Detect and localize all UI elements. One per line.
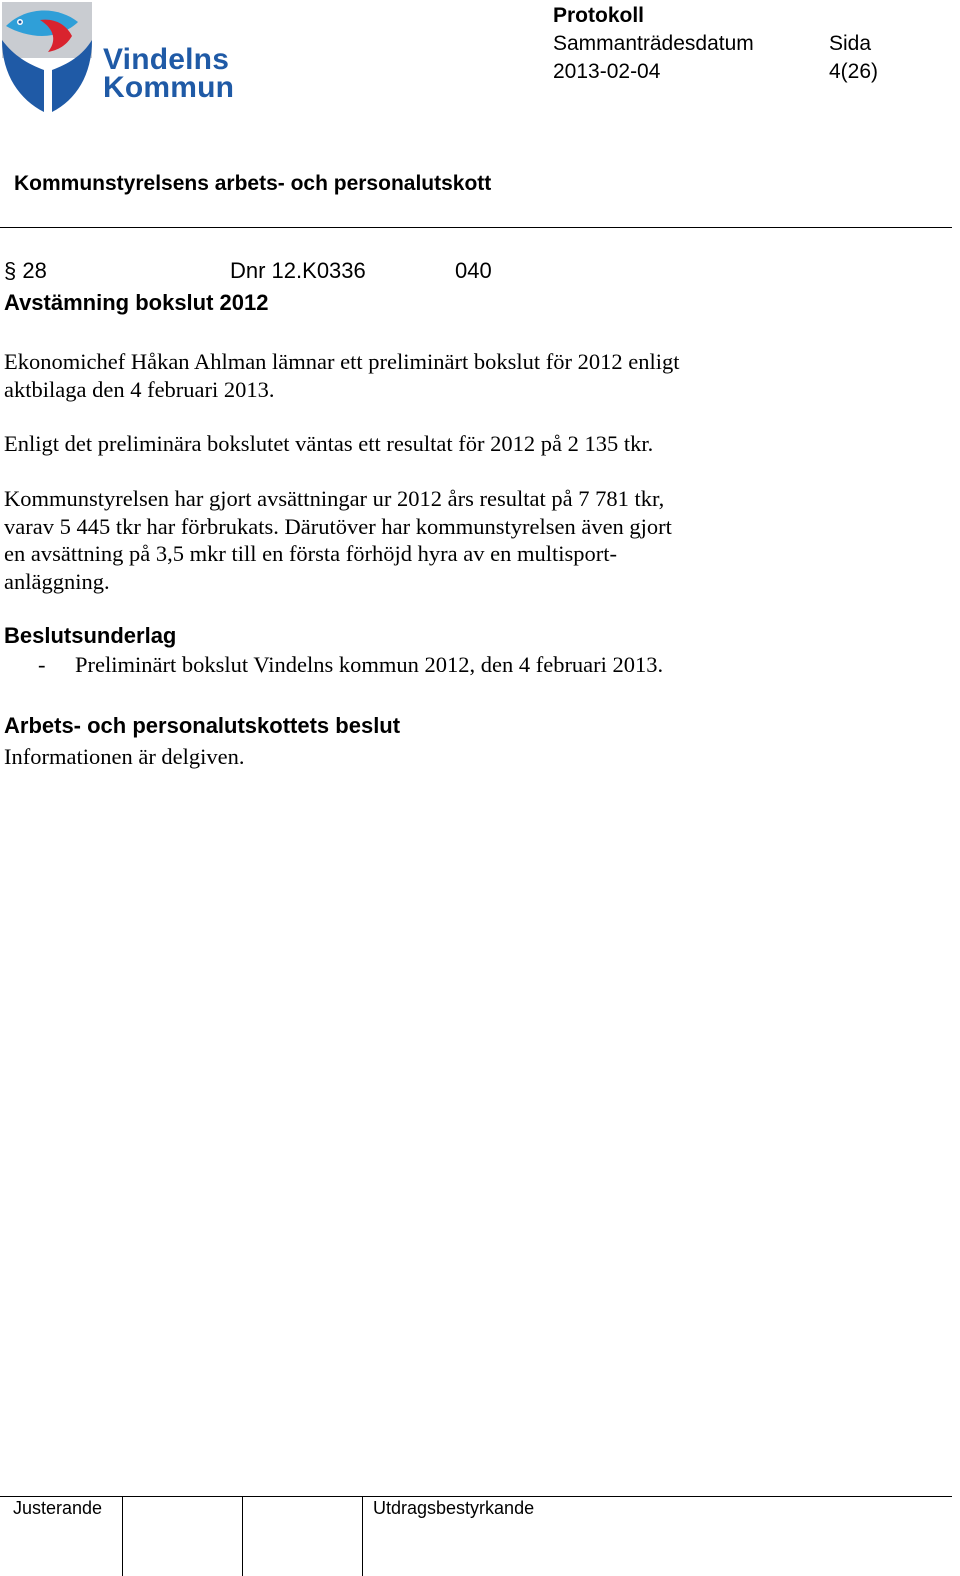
list-dash: - (38, 652, 46, 677)
footer-utdrag-label: Utdragsbestyrkande (373, 1498, 535, 1518)
paragraph-number: § 28 (4, 258, 47, 283)
paragraph-3-line-3: en avsättning på 3,5 mkr till en första förhöjd hyra av en multisport- (4, 541, 617, 566)
municipality-logo (0, 0, 250, 118)
paragraph-1 (4, 348, 804, 403)
committee-name: Kommunstyrelsens arbets- och personalutskott (14, 172, 492, 195)
meeting-date-label: Sammanträdesdatum (553, 32, 754, 55)
page-number: 4(26) (829, 60, 879, 83)
footer-separator (362, 1496, 363, 1576)
meeting-date-value: 2013-02-04 (553, 60, 661, 83)
paragraph-2: Enligt det preliminära bokslutet väntas ett resultat för 2012 på 2 135 tkr. (4, 431, 654, 456)
decision-text: Informationen är delgiven. (4, 744, 245, 769)
logo-name-line2: Kommun (103, 71, 235, 104)
paragraph-1-line-2: aktbilaga den 4 februari 2013. (4, 376, 275, 402)
paragraph-3 (4, 485, 804, 595)
footer-divider (0, 1496, 952, 1497)
paragraph-3-line-4: anläggning. (4, 568, 110, 594)
archive-code: 040 (455, 258, 492, 283)
footer-justerande-label: Justerande (13, 1498, 103, 1518)
paragraph-1-line-1: Ekonomichef Håkan Ahlman lämnar ett preliminärt bokslut för 2012 enligt (4, 349, 680, 374)
beslutsunderlag-heading: Beslutsunderlag (4, 623, 177, 648)
page-label: Sida (829, 32, 872, 55)
document-type: Protokoll (553, 4, 645, 27)
list-item: Preliminärt bokslut Vindelns kommun 2012, den 4 februari 2013. (75, 652, 664, 677)
footer-separator (122, 1496, 123, 1576)
header-divider (0, 227, 952, 228)
dnr-number: Dnr 12.K0336 (230, 258, 366, 283)
footer-separator (242, 1496, 243, 1576)
logo-name-line1: Vindelns (103, 43, 230, 76)
paragraph-3-line-2: varav 5 445 tkr har förbrukats. Därutöver har kommunstyrelsen även gjort (4, 513, 672, 539)
decision-heading: Arbets- och personalutskottets beslut (4, 713, 401, 738)
section-title: Avstämning bokslut 2012 (4, 290, 269, 315)
fish-emblem-icon (0, 0, 100, 118)
paragraph-3-line-1: Kommunstyrelsen har gjort avsättningar ur 2012 års resultat på 7 781 tkr, (4, 486, 665, 511)
